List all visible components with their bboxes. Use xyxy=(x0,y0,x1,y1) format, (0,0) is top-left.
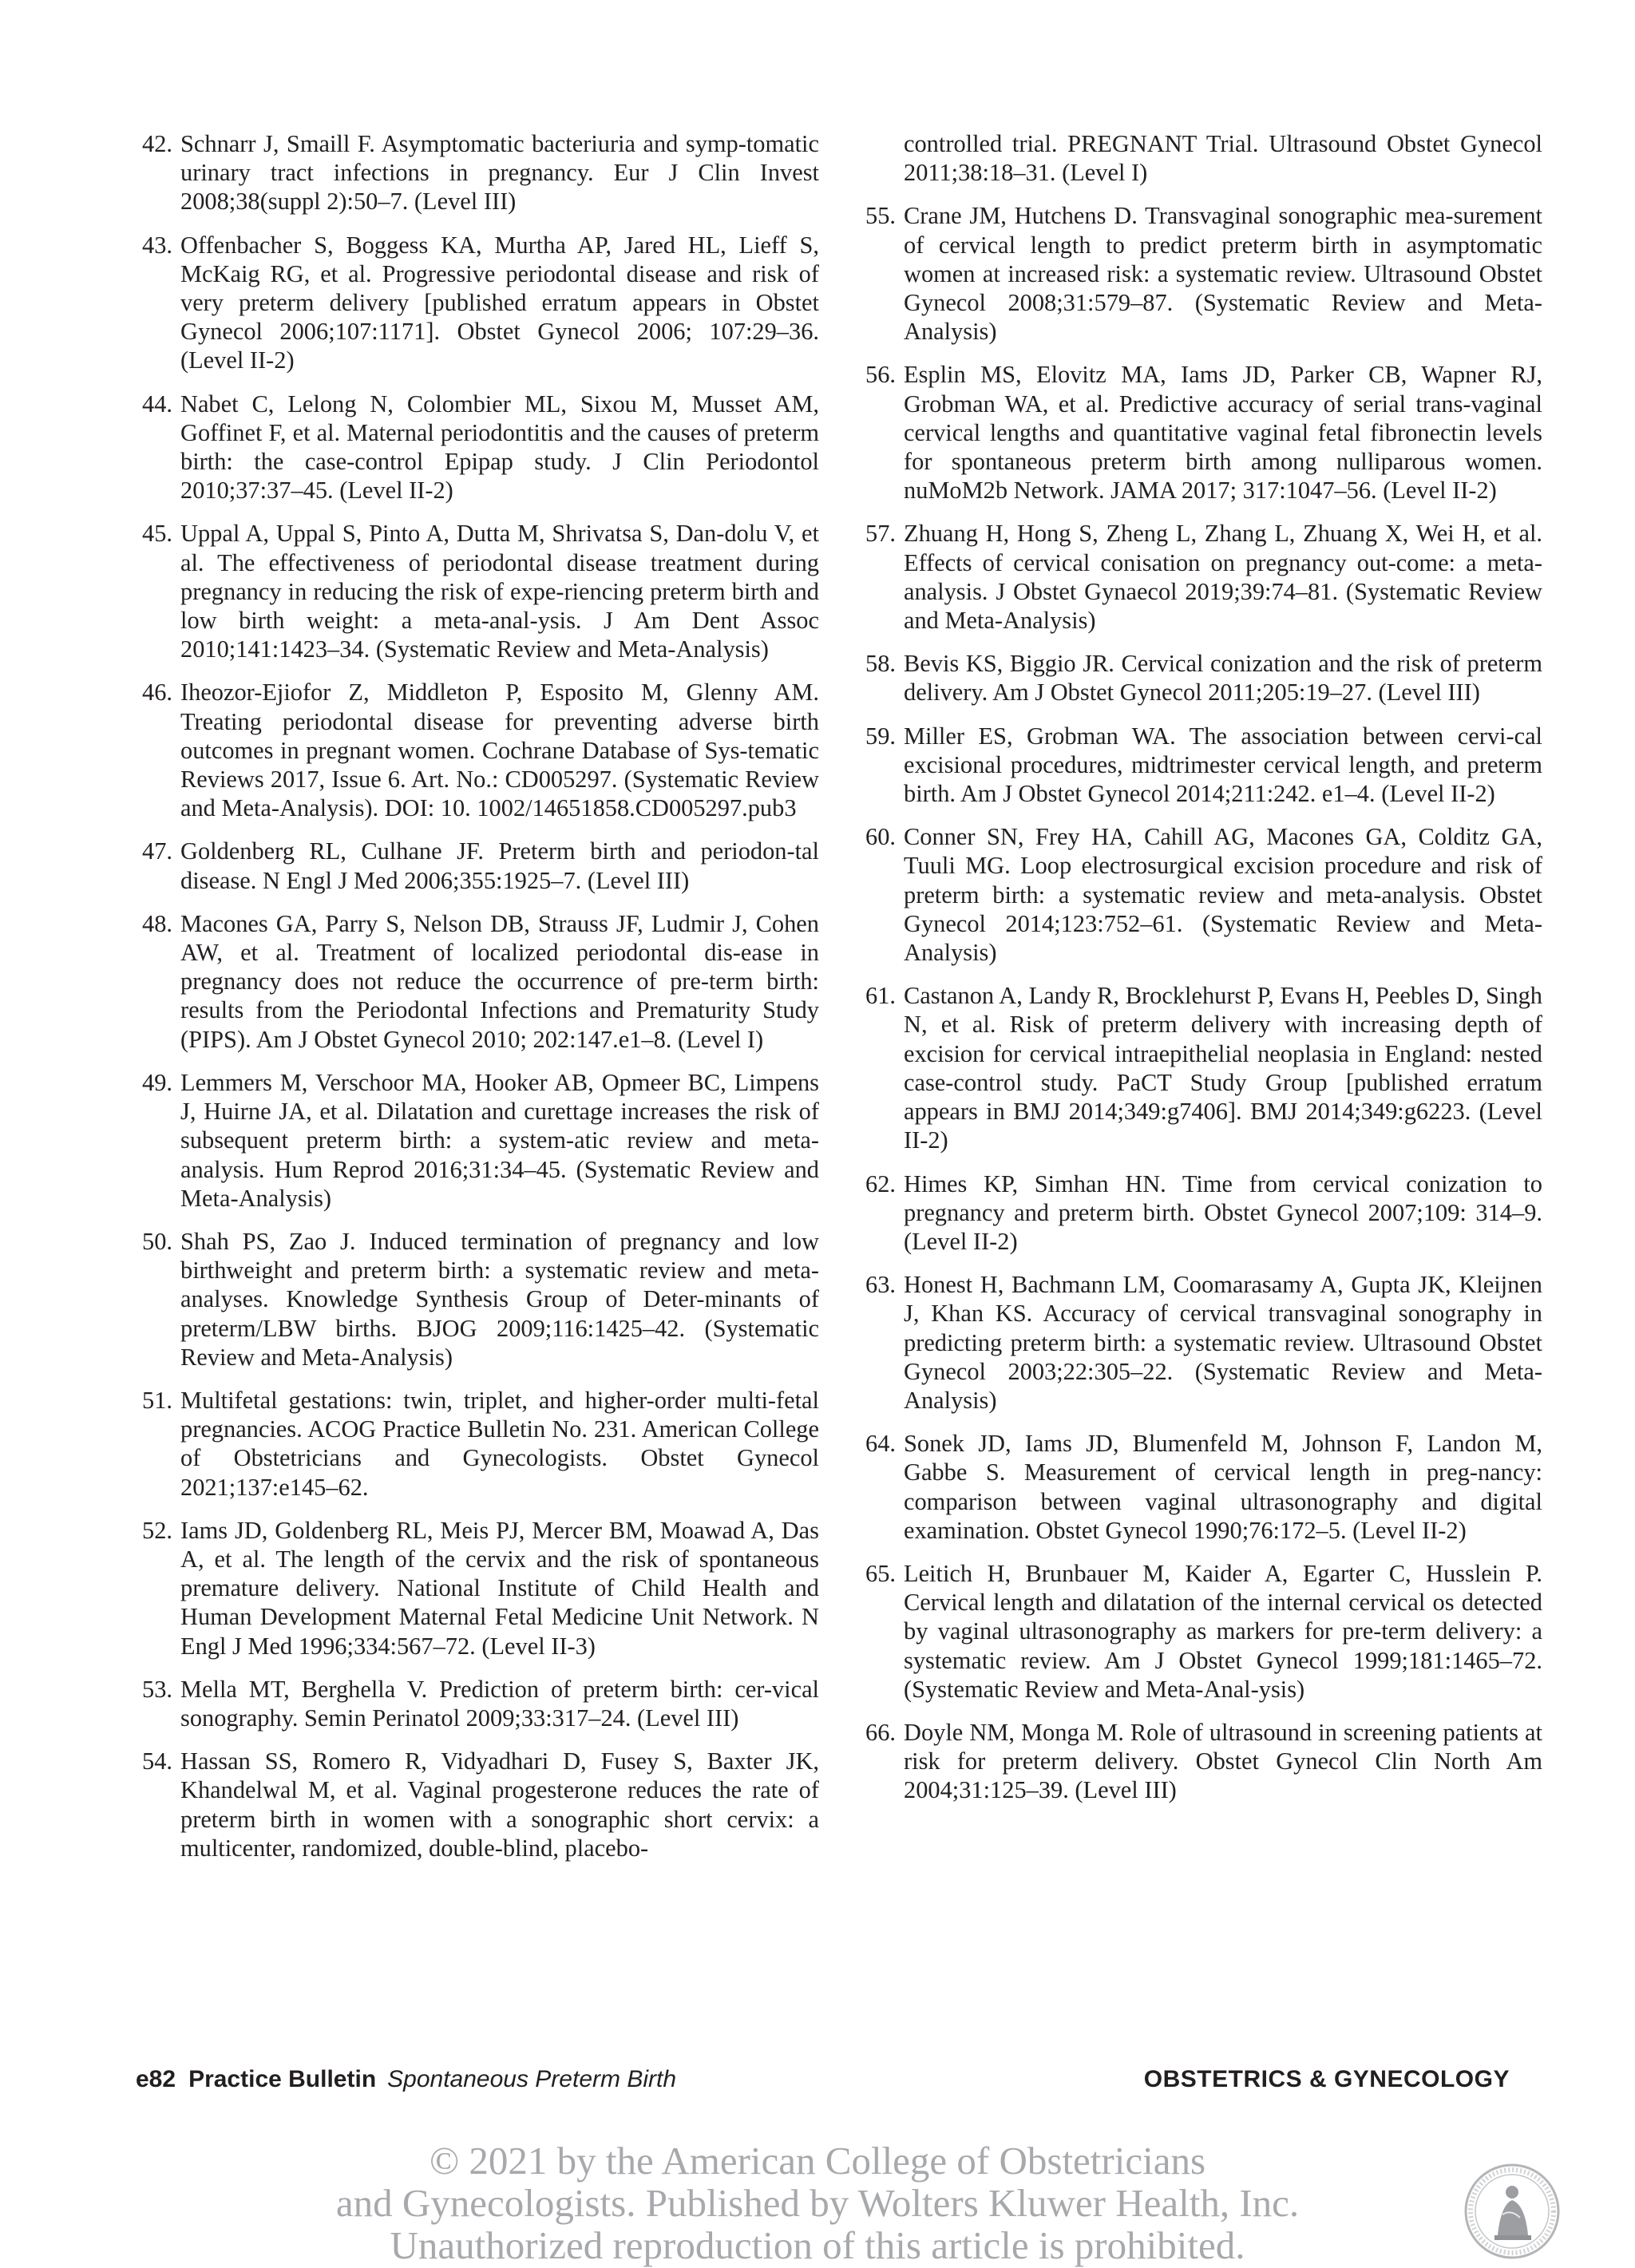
reference-number: 46. xyxy=(142,679,172,707)
acog-seal-icon xyxy=(1463,2162,1562,2261)
reference-item xyxy=(136,1675,819,1732)
reference-item xyxy=(136,1386,819,1502)
reference-text: Himes KP, Simhan HN. Time from cervical conization to pregnancy and preterm birth. Obstet Gynecol 2007;109: 314–9. (Level II-2) xyxy=(904,1170,1542,1255)
reference-text: Doyle NM, Monga M. Role of ultrasound in screening patients at risk for preterm delivery. Obstet Gynecol Clin North Am 2004;31:125–39. (Level III) xyxy=(904,1718,1542,1804)
reference-number: 47. xyxy=(142,837,172,865)
reference-item xyxy=(859,981,1542,1154)
reference-number: 45. xyxy=(142,520,172,548)
reference-text: Multifetal gestations: twin, triplet, and higher-order multi-fetal pregnancies. ACOG Practice Bulletin No. 231. American College of Obstetricians and Gynecologists. Obstet Gynecol 2021;137:e145–62. xyxy=(180,1386,819,1501)
reference-number: 49. xyxy=(142,1068,172,1096)
copyright-line: © 2021 by the American College of Obstetricians xyxy=(429,2139,1206,2183)
reference-number: 50. xyxy=(142,1227,172,1255)
reference-number: 44. xyxy=(142,390,172,418)
footer-series: Practice Bulletin xyxy=(188,2066,377,2092)
reference-item xyxy=(136,129,819,216)
reference-text: Honest H, Bachmann LM, Coomarasamy A, Gupta JK, Kleijnen J, Khan KS. Accuracy of cervical transvaginal sonography in predicting preterm birth: a systematic review. Ultrasound Obstet Gynecol 2003;22:305–22. (Systematic Review and Meta-Analysis) xyxy=(904,1271,1542,1414)
reference-text: Macones GA, Parry S, Nelson DB, Strauss JF, Ludmir J, Cohen AW, et al. Treatment of localized periodontal dis-ease in pregnancy does not reduce the occurrence of pre-term birth: results from the Periodontal Infections and Prematurity Study (PIPS). Am J Obstet Gynecol 2010; 202:147.e1–8. (Level I) xyxy=(180,909,819,1053)
reference-number: 56. xyxy=(865,361,896,389)
reference-item xyxy=(136,678,819,822)
reference-item xyxy=(859,1429,1542,1545)
reference-number: 63. xyxy=(865,1271,896,1299)
reference-text: Bevis KS, Biggio JR. Cervical conization and the risk of preterm delivery. Am J Obstet Gynecol 2011;205:19–27. (Level III) xyxy=(904,650,1542,707)
reference-item xyxy=(859,1270,1542,1415)
reference-number: 53. xyxy=(142,1675,172,1703)
footer-topic: Spontaneous Preterm Birth xyxy=(387,2066,677,2092)
reference-text: Hassan SS, Romero R, Vidyadhari D, Fusey S, Baxter JK, Khandelwal M, et al. Vaginal progesterone reduces the rate of preterm birth in women with a sonographic short cervix: a multicenter, randomized, double-blind, placebo- xyxy=(180,1748,819,1862)
reference-item xyxy=(136,837,819,894)
reference-text: Esplin MS, Elovitz MA, Iams JD, Parker CB, Wapner RJ, Grobman WA, et al. Predictive accuracy of serial trans-vaginal cervical lengths and quantitative vaginal fetal fibronectin levels for spontaneous preterm birth among nulliparous women. nuMoM2b Network. JAMA 2017; 317:1047–56. (Level II-2) xyxy=(904,361,1542,505)
reference-number: 54. xyxy=(142,1748,172,1775)
footer-left xyxy=(136,2066,676,2093)
reference-text: Iheozor-Ejiofor Z, Middleton P, Esposito M, Glenny AM. Treating periodontal disease for preventing adverse birth outcomes in pregnant women. Cochrane Database of Sys-tematic Reviews 2017, Issue 6. Art. No.: CD005297. (Systematic Review and Meta-Analysis). DOI: 10. 1002/14651858.CD005297.pub3 xyxy=(180,679,819,822)
reference-number: 66. xyxy=(865,1718,896,1746)
reference-item xyxy=(136,1747,819,1862)
reference-text: Goldenberg RL, Culhane JF. Preterm birth and periodon-tal disease. N Engl J Med 2006;355:1925–7. (Level III) xyxy=(180,837,819,894)
reference-text: Crane JM, Hutchens D. Transvaginal sonographic mea-surement of cervical length to predict preterm birth in asymptomatic women at increased risk: a systematic review. Ultrasound Obstet Gynecol 2008;31:579–87. (Systematic Review and Meta-Analysis) xyxy=(904,202,1542,346)
page-footer xyxy=(136,2066,1510,2101)
reference-text: Offenbacher S, Boggess KA, Murtha AP, Jared HL, Lieff S, McKaig RG, et al. Progressive periodontal disease and risk of very preterm delivery [published erratum appears in Obstet Gynecol 2006;107:1171]. Obstet Gynecol 2006; 107:29–36. (Level II-2) xyxy=(180,231,819,374)
journal-name: OBSTETRICS & GYNECOLOGY xyxy=(1143,2066,1510,2092)
reference-continuation xyxy=(859,129,1542,187)
reference-text: Nabet C, Lelong N, Colombier ML, Sixou M, Musset AM, Goffinet F, et al. Maternal periodontitis and the causes of preterm birth: the case-control Epipap study. J Clin Periodontol 2010;37:37–45. (Level II-2) xyxy=(180,390,819,505)
reference-number: 64. xyxy=(865,1430,896,1458)
reference-column-left xyxy=(136,129,819,1862)
reference-number: 48. xyxy=(142,909,172,937)
reference-item xyxy=(859,649,1542,707)
reference-item xyxy=(859,360,1542,505)
copyright-notice xyxy=(0,2139,1635,2266)
reference-number: 43. xyxy=(142,231,172,259)
reference-number: 51. xyxy=(142,1386,172,1414)
copyright-line: and Gynecologists. Published by Wolters Kluwer Health, Inc. xyxy=(335,2181,1300,2225)
reference-item xyxy=(136,231,819,375)
reference-item xyxy=(859,722,1542,809)
reference-item xyxy=(859,822,1542,967)
reference-item xyxy=(136,1516,819,1660)
reference-item xyxy=(859,201,1542,346)
reference-text: Shah PS, Zao J. Induced termination of pregnancy and low birthweight and preterm birth: a systematic review and meta-analyses. Knowledge Synthesis Group of Deter-minants of preterm/LBW births. BJOG 2009;116:1425–42. (Systematic Review and Meta-Analysis) xyxy=(180,1227,819,1371)
reference-text: Castanon A, Landy R, Brocklehurst P, Evans H, Peebles D, Singh N, et al. Risk of preterm delivery with increasing depth of excision for cervical intraepithelial neoplasia in England: nested case-control study. PaCT Study Group [published erratum appears in BMJ 2014;349:g7406]. BMJ 2014;349:g6223. (Level II-2) xyxy=(904,982,1542,1154)
reference-number: 62. xyxy=(865,1170,896,1197)
reference-text: Sonek JD, Iams JD, Blumenfeld M, Johnson F, Landon M, Gabbe S. Measurement of cervical length in preg-nancy: comparison between vaginal ultrasonography and digital examination. Obstet Gynecol 1990;76:172–5. (Level II-2) xyxy=(904,1430,1542,1544)
reference-column-right xyxy=(859,129,1542,1805)
reference-text: Zhuang H, Hong S, Zheng L, Zhang L, Zhuang X, Wei H, et al. Effects of cervical conisation on pregnancy out-come: a meta-analysis. J Obstet Gynaecol 2019;39:74–81. (Systematic Review and Meta-Analysis) xyxy=(904,520,1542,635)
reference-item xyxy=(136,1227,819,1371)
reference-number: 57. xyxy=(865,520,896,548)
reference-number: 52. xyxy=(142,1516,172,1544)
reference-text: Uppal A, Uppal S, Pinto A, Dutta M, Shrivatsa S, Dan-dolu V, et al. The effectiveness of periodontal disease treatment during pregnancy in reducing the risk of expe-riencing preterm birth and low birth weight: a meta-anal-ysis. J Am Dent Assoc 2010;141:1423–34. (Systematic Review and Meta-Analysis) xyxy=(180,520,819,663)
reference-item xyxy=(859,1559,1542,1704)
reference-text: Conner SN, Frey HA, Cahill AG, Macones GA, Colditz GA, Tuuli MG. Loop electrosurgical excision procedure and risk of preterm birth: a systematic review and meta-analysis. Obstet Gynecol 2014;123:752–61. (Systematic Review and Meta-Analysis) xyxy=(904,823,1542,967)
reference-text: controlled trial. PREGNANT Trial. Ultrasound Obstet Gynecol 2011;38:18–31. (Level I) xyxy=(904,130,1542,187)
reference-number: 42. xyxy=(142,130,172,157)
reference-number: 55. xyxy=(865,202,896,230)
reference-text: Lemmers M, Verschoor MA, Hooker AB, Opmeer BC, Limpens J, Huirne JA, et al. Dilatation and curettage increases the risk of subsequent preterm birth: a system-atic review and meta-analysis. Hum Reprod 2016;31:34–45. (Systematic Review and Meta-Analysis) xyxy=(180,1068,819,1212)
reference-number: 65. xyxy=(865,1559,896,1587)
copyright-line: Unauthorized reproduction of this article is prohibited. xyxy=(390,2223,1245,2267)
reference-text: Schnarr J, Smaill F. Asymptomatic bacteriuria and symp-tomatic urinary tract infections in pregnancy. Eur J Clin Invest 2008;38(suppl 2):50–7. (Level III) xyxy=(180,130,819,216)
reference-number: 61. xyxy=(865,982,896,1010)
reference-number: 58. xyxy=(865,650,896,678)
reference-text: Mella MT, Berghella V. Prediction of preterm birth: cer-vical sonography. Semin Perinatol 2009;33:317–24. (Level III) xyxy=(180,1675,819,1732)
reference-item xyxy=(136,519,819,663)
reference-item xyxy=(136,909,819,1054)
reference-item xyxy=(859,1718,1542,1805)
reference-number: 59. xyxy=(865,722,896,750)
reference-text: Iams JD, Goldenberg RL, Meis PJ, Mercer BM, Moawad A, Das A, et al. The length of the cervix and the risk of spontaneous premature delivery. National Institute of Child Health and Human Development Maternal Fetal Medicine Unit Network. N Engl J Med 1996;334:567–72. (Level II-3) xyxy=(180,1516,819,1660)
page-number: e82 xyxy=(136,2066,176,2092)
reference-item xyxy=(136,390,819,505)
reference-number: 60. xyxy=(865,823,896,851)
reference-item xyxy=(136,1068,819,1213)
reference-text: Miller ES, Grobman WA. The association between cervi-cal excisional procedures, midtrimester cervical length, and preterm birth. Am J Obstet Gynecol 2014;211:242. e1–4. (Level II-2) xyxy=(904,722,1542,808)
reference-item xyxy=(859,1170,1542,1257)
reference-item xyxy=(859,519,1542,635)
reference-text: Leitich H, Brunbauer M, Kaider A, Egarter C, Husslein P. Cervical length and dilatation of the internal cervical os detected by vaginal ultrasonography as markers for pre-term delivery: a systematic review. Am J Obstet Gynecol 1999;181:1465–72. (Systematic Review and Meta-Anal-ysis) xyxy=(904,1559,1542,1703)
